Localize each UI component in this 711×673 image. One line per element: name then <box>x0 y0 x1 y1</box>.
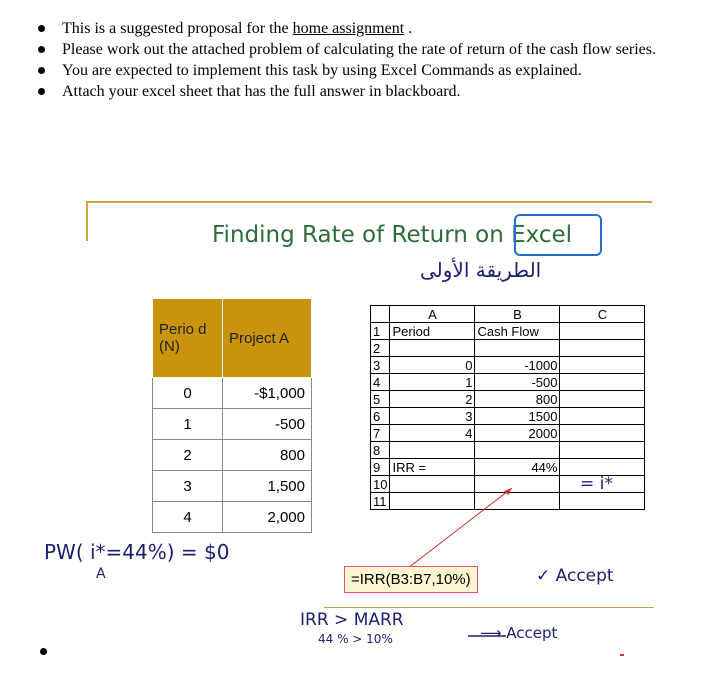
row-number: 10 <box>371 476 390 493</box>
i-star-handwriting: = i* <box>580 474 613 494</box>
pointer-arrowhead <box>504 488 512 495</box>
cell-a: 4 <box>390 425 475 442</box>
row-number: 1 <box>371 323 390 340</box>
cell-b: Cash Flow <box>475 323 560 340</box>
irr-marr-values: 44 % > 10% <box>318 632 393 646</box>
period-cell: 2 <box>153 440 223 471</box>
column-header-b: B <box>475 306 560 323</box>
row-number: 7 <box>371 425 390 442</box>
row-number: 9 <box>371 459 390 476</box>
cell-a: 2 <box>390 391 475 408</box>
column-header-a: A <box>390 306 475 323</box>
instruction-text: Attach your excel sheet that has the full answer in blackboard. <box>62 83 461 100</box>
period-cell: 3 <box>153 471 223 502</box>
home-assignment-link[interactable]: home assignment <box>292 20 405 37</box>
instruction-text: You are expected to implement this task by using Excel Commands as explained. <box>62 62 582 79</box>
row-number: 11 <box>371 493 390 510</box>
accept-arrow-handwriting: ⟶ Accept <box>480 624 558 642</box>
instruction-text: . <box>404 20 413 37</box>
formula-pointer-line <box>408 488 512 568</box>
cell-b: -500 <box>475 374 560 391</box>
column-header-c: C <box>560 306 645 323</box>
cash-flow-cell: -500 <box>223 409 312 440</box>
cell-a: 1 <box>390 374 475 391</box>
cash-flow-cell: -$1,000 <box>223 378 312 409</box>
cell-b: 1500 <box>475 408 560 425</box>
arabic-handwritten-note: الطريقة الأولى <box>420 258 542 282</box>
cash-flow-cell: 1,500 <box>223 471 312 502</box>
red-mark <box>620 654 624 656</box>
slide-title: Finding Rate of Return on Excel <box>212 222 573 248</box>
pw-handwriting: PW( i*=44%) = $0 <box>44 540 230 564</box>
row-number: 3 <box>371 357 390 374</box>
cell-b: 44% <box>475 459 560 476</box>
cell-b: -1000 <box>475 357 560 374</box>
period-cell: 4 <box>153 502 223 533</box>
bullet-icon <box>40 648 47 655</box>
cell-a: 0 <box>390 357 475 374</box>
cell-a: IRR = <box>390 459 475 476</box>
cash-flow-cell: 800 <box>223 440 312 471</box>
row-number: 2 <box>371 340 390 357</box>
period-cell: 1 <box>153 409 223 440</box>
instruction-text: This is a suggested proposal for the <box>62 20 293 37</box>
cell-b: 800 <box>475 391 560 408</box>
instruction-text: Please work out the attached problem of calculating the rate of return of the cash flow series. <box>62 41 656 58</box>
cell-a: Period <box>390 323 475 340</box>
cell-b: 2000 <box>475 425 560 442</box>
accept-handwriting: ✓ Accept <box>536 566 614 586</box>
row-number: 4 <box>371 374 390 391</box>
cell-a: 3 <box>390 408 475 425</box>
cash-flow-cell: 2,000 <box>223 502 312 533</box>
pw-subscript: A <box>96 566 106 582</box>
irr-formula-callout: =IRR(B3:B7,10%) <box>344 566 478 593</box>
irr-marr-handwriting: IRR > MARR <box>300 610 404 630</box>
project-a-header: Project A <box>223 299 312 378</box>
slide-divider-line <box>324 607 654 608</box>
row-number: 8 <box>371 442 390 459</box>
period-header: Perio d (N) <box>153 299 223 378</box>
period-cell: 0 <box>153 378 223 409</box>
row-number: 6 <box>371 408 390 425</box>
row-number: 5 <box>371 391 390 408</box>
